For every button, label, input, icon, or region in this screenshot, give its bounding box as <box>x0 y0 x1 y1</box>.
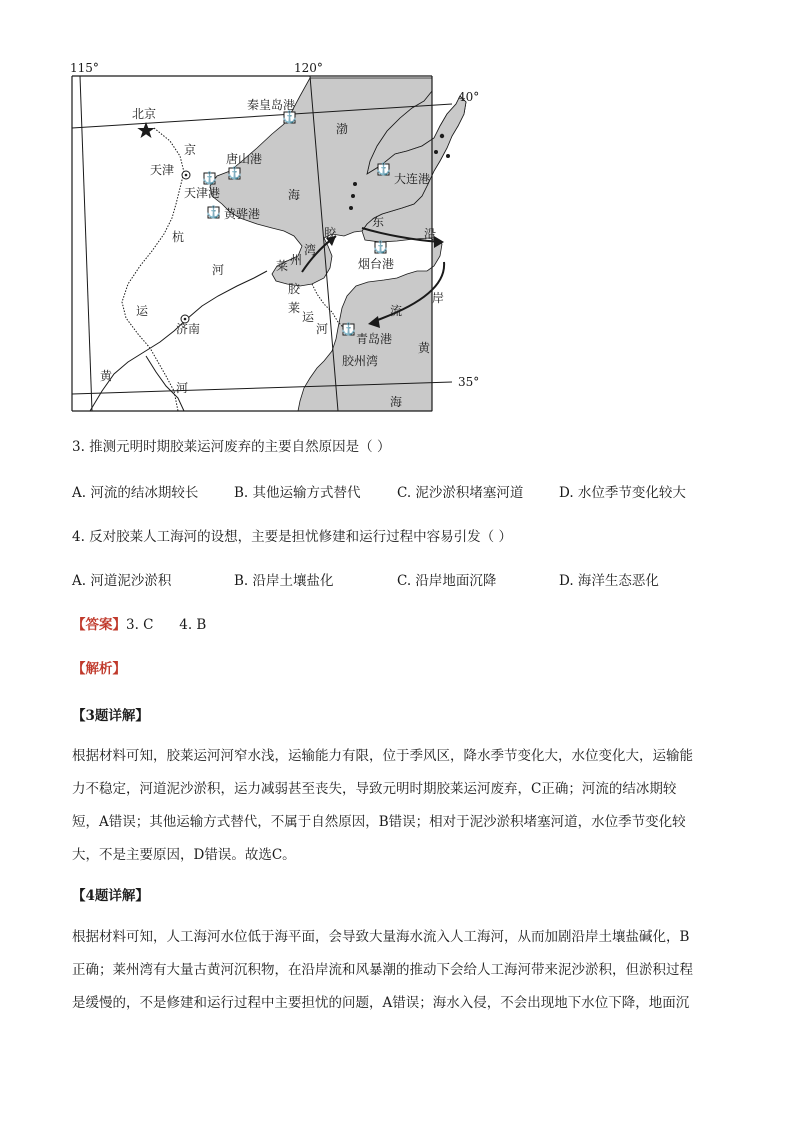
city-label-beijing: 北京 <box>132 107 157 121</box>
canal-label-char: 运 <box>136 304 149 318</box>
lat-label-35: 35° <box>458 375 480 389</box>
answer-line <box>72 613 206 633</box>
anchor-icon <box>206 205 221 219</box>
lon-label-115: 115° <box>70 61 99 75</box>
question-4-option-a[interactable]: A. 河道泥沙淤积 <box>72 573 172 589</box>
anchor-icon <box>341 322 356 336</box>
detail-3-title: 【3题详解】 <box>72 708 149 724</box>
canal-label-char: 杭 <box>172 230 185 244</box>
svg-text:⚓: ⚓ <box>202 171 217 185</box>
jiaolai-label-char: 运 <box>302 310 315 324</box>
island <box>351 194 355 198</box>
lat-label-40: 40° <box>458 90 480 104</box>
port-label-tangshan: 唐山港 <box>226 152 263 166</box>
current-label-char: 流 <box>390 304 403 318</box>
question-4-option-b[interactable]: B. 沿岸土壤盐化 <box>234 573 334 589</box>
svg-text:⚓: ⚓ <box>376 162 391 176</box>
port-label-yantai: 烟台港 <box>358 257 395 271</box>
canal-label-char: 河 <box>212 263 225 277</box>
current-label-char: 沿 <box>424 227 437 241</box>
svg-text:⚓: ⚓ <box>373 240 388 254</box>
detail-3-line: 力不稳定，河道泥沙淤积，运力减弱甚至丧失，导致元明时期胶莱运河废弃，C正确；河流的结冰期较 <box>72 781 677 797</box>
city-label-tianjin: 天津 <box>150 163 175 177</box>
detail-3-line: 短，A错误；其他运输方式替代，不属于自然原因，B错误；相对于泥沙淤积堵塞河道，水位季节变化较 <box>72 814 686 830</box>
laizhou-label-char: 莱 <box>276 259 289 273</box>
city-label-jinan: 济南 <box>176 322 201 336</box>
jinan-marker-dot <box>184 318 187 321</box>
island <box>434 150 438 154</box>
bohai-label-char: 海 <box>288 188 301 202</box>
island <box>446 154 450 158</box>
port-label-huanghua: 黄骅港 <box>224 207 261 221</box>
port-label-dalian: 大连港 <box>394 172 431 186</box>
answer-text: 3. C 4. B <box>126 617 207 633</box>
jiao-label-char: 胶 <box>324 226 337 240</box>
laizhou-label-char: 州 <box>290 253 303 267</box>
port-label-tianjin: 天津港 <box>184 186 221 200</box>
detail-3-line: 根据材料可知，胶莱运河河窄水浅，运输能力有限，位于季风区，降水季节变化大，水位变化大，运输能 <box>72 748 693 764</box>
island <box>440 134 444 138</box>
detail-4-body <box>72 921 722 1020</box>
label-jiaozhou-bay: 胶州湾 <box>342 354 379 368</box>
bohai-label-char: 渤 <box>336 122 349 136</box>
jiaolai-label-char: 胶 <box>288 282 301 296</box>
detail-4-line: 是缓慢的，不是修建和运行过程中主要担忧的问题，A错误；海水入侵，不会出现地下水位下降，地面沉 <box>72 995 690 1011</box>
question-3-option-d[interactable]: D. 水位季节变化较大 <box>559 485 686 501</box>
svg-text:⚓: ⚓ <box>206 205 221 219</box>
capital-star-icon <box>137 122 154 138</box>
question-4-option-c[interactable]: C. 沿岸地面沉降 <box>397 573 497 589</box>
yellow-river-label-char: 黄 <box>100 369 113 383</box>
regional-map <box>62 56 492 416</box>
yellow-river-label-char: 河 <box>176 381 189 395</box>
anchor-icon <box>373 240 388 254</box>
lon-115-line <box>80 76 92 411</box>
detail-4-title: 【4题详解】 <box>72 888 149 904</box>
detail-4-line: 根据材料可知，人工海河水位低于海平面，会导致大量海水流入人工海河，从而加剧沿岸土壤盐碱化，B <box>72 929 690 945</box>
question-3-option-b[interactable]: B. 其他运输方式替代 <box>234 485 361 501</box>
question-4-stem: 4. 反对胶莱人工海河的设想，主要是担忧修建和运行过程中容易引发（ ） <box>72 529 512 545</box>
island <box>353 182 357 186</box>
huanghai-label-char: 黄 <box>418 341 431 355</box>
anchor-icon <box>202 171 217 185</box>
port-label-qingdao: 青岛港 <box>356 332 393 346</box>
lon-label-120: 120° <box>294 61 323 75</box>
question-4-option-d[interactable]: D. 海洋生态恶化 <box>559 573 659 589</box>
port-label-qinhuangdao: 秦皇岛港 <box>247 98 296 112</box>
question-3-option-c[interactable]: C. 泥沙淤积堵塞河道 <box>397 485 524 501</box>
svg-text:⚓: ⚓ <box>282 110 297 124</box>
analysis-tag: 【解析】 <box>72 661 126 677</box>
jiaolai-label-char: 河 <box>316 322 329 336</box>
huanghai-label-char: 海 <box>390 395 403 409</box>
svg-text:⚓: ⚓ <box>227 166 242 180</box>
detail-3-line: 大，不是主要原因，D错误。故选C。 <box>72 847 296 863</box>
anchor-icon <box>376 162 391 176</box>
jiaolai-label-char: 莱 <box>288 301 301 315</box>
detail-3-body <box>72 740 722 872</box>
anchor-icon <box>227 166 242 180</box>
canal-label-char: 京 <box>184 143 197 157</box>
question-3-option-a[interactable]: A. 河流的结冰期较长 <box>72 485 199 501</box>
current-label-char: 岸 <box>432 291 445 305</box>
laizhou-label-char: 湾 <box>304 243 317 257</box>
svg-text:⚓: ⚓ <box>341 322 356 336</box>
tianjin-marker-dot <box>185 174 188 177</box>
answer-tag: 【答案】 <box>72 617 126 633</box>
anchor-icon <box>282 110 297 124</box>
current-label-char: 东 <box>372 215 385 229</box>
question-3-stem: 3. 推测元明时期胶莱运河废弃的主要自然原因是（ ） <box>72 439 391 455</box>
detail-4-line: 正确；莱州湾有大量古黄河沉积物，在沿岸流和风暴潮的推动下会给人工海河带来泥沙淤积，但淤积过程 <box>72 962 693 978</box>
island <box>349 206 353 210</box>
